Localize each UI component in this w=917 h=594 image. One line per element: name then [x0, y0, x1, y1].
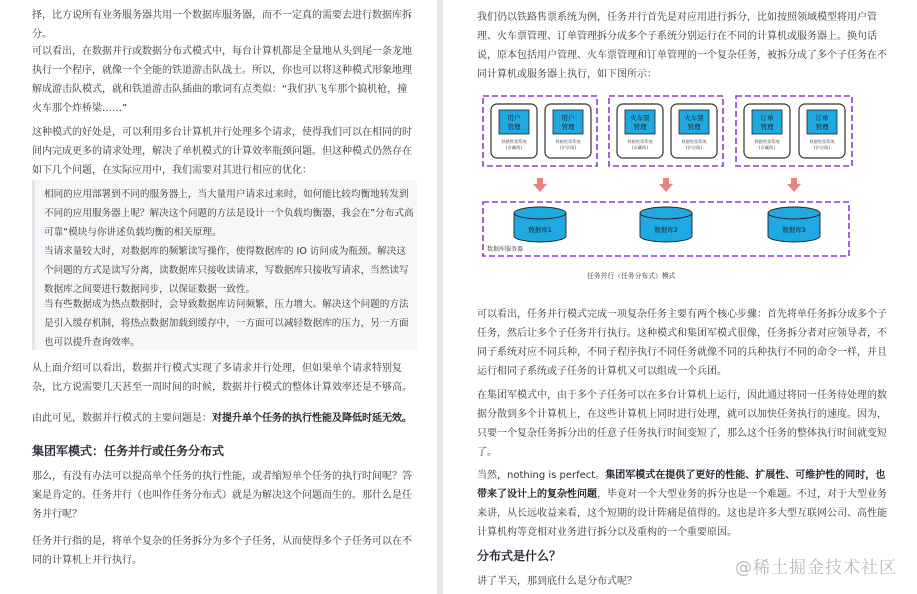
- database-cylinder: [640, 207, 692, 242]
- right-page: [443, 0, 917, 594]
- paragraph: 讲了半天，那到底什么是分布式呢？: [477, 576, 637, 587]
- service-label: 订单: [815, 114, 829, 122]
- quote-item: 当请求量较大时，对数据库的频繁读写操作，使得数据库的 IO 访问成为瓶颈。解决这个问题的方式是读写分离，读数据库只接收读请求，写数据库只接收写请求，当然读写数据库之间要进行数据同步，以保证数据一致性。: [44, 246, 409, 295]
- paragraph: [477, 466, 891, 542]
- system-label: (京藏线): [631, 145, 649, 150]
- section-heading: 集团军模式：任务并行或任务分布式: [32, 444, 225, 458]
- service-label: 管理: [687, 123, 701, 131]
- task-parallel-diagram: [477, 88, 863, 291]
- service-label: 火车票: [684, 114, 704, 122]
- bold-text: 对提升单个任务的执行性能及降低时延无效。: [212, 413, 412, 424]
- system-label: (京藏线): [505, 145, 523, 150]
- paragraph: 可以看出，在数据并行或数据分布式模式中，每台计算机都是全量地从头到尾一条龙地执行一个程序，就像一个全能的铁道游击队战士。所以，你也可以将这种模式形象地理解成游击队模式，就和铁道游击队插曲的歌词有点类似：“我们扒飞车那个搞机枪，撞火车那个炸桥梁……”: [32, 46, 412, 114]
- quote-item: 当有些数据成为热点数据时，会导致数据库访问频繁，压力增大。解决这个问题的方法是引入缓存机制，将热点数据加载到缓存中，一方面可以减轻数据库的压力，另一方面也可以提升查询效率。: [44, 299, 409, 348]
- service-label: 用户: [561, 114, 575, 122]
- text: 当然，nothing is perfect。: [477, 470, 606, 481]
- system-label: 铁路售票系统: [681, 139, 707, 144]
- database-cylinder: [514, 207, 566, 242]
- bold-text: 集团军模式在提供了更好的性能、扩展性、可维护性的同时，也带来了设计上的复杂性问题: [477, 470, 886, 500]
- service-label: 管理: [633, 123, 647, 131]
- subsystem-server: [799, 104, 845, 158]
- system-label: 铁路售票系统: [754, 139, 780, 144]
- diagram-caption: 任务并行（任务分布式）模式: [587, 272, 676, 280]
- quote-item: 相同的应用部署到不同的服务器上，当大量用户请求过来时，如何能比较均衡地转发到不同的应用服务器上呢？解决这个问题的方法是设计一个负载均衡器，我会在”分布式高可靠“模块与你讲述负载均衡的相关原理。: [44, 189, 414, 238]
- subsystem-server: [671, 104, 717, 158]
- database-cylinder: [768, 207, 820, 242]
- down-arrow: [533, 178, 547, 192]
- paragraph: 那么，有没有办法可以提高单个任务的执行性能，或者缩短单个任务的执行时间呢？答案是肯定的。任务并行（也叫作任务分布式）就是为解决这个问题而生的。那什么是任务并行呢？: [32, 471, 412, 520]
- service-label: 用户: [507, 114, 521, 122]
- paragraph: 可以看出，任务并行模式完成一项复杂任务主要有两个核心步骤：首先将单任务拆分成多个子任务，然后让多个子任务并行执行。这种模式和集团军模式很像，任务拆分者对应领导者，不同子系统对应不同兵种，不同子程序执行不同任务就像不同的兵种执行不同的命令一样，并且运行相同子系统或子任务的计算机又可以组成一个兵团。: [477, 309, 887, 377]
- service-label: 管理: [561, 123, 575, 131]
- service-label: 管理: [760, 123, 774, 131]
- service-label: 火车票: [630, 114, 650, 122]
- text: ，毕竟对一个大型业务的拆分也是一个难题。不过，对于大型业务来讲，从长远收益来看，这个短期的设计阵痛是值得的。这也是许多大型互联网公司、高性能计算机构等竞相对业务进行拆分以及重构的一个重要原因。: [477, 489, 887, 538]
- paragraph: 从上面介绍可以看出，数据并行模式实现了多请求并行处理，但如果单个请求特别复杂，比方说需要几天甚至一周时间的时候，数据并行模式的整体计算效率还是不够高。: [32, 363, 412, 393]
- watermark: @稀土掘金技术社区: [735, 558, 897, 578]
- system-label: 铁路售票系统: [627, 139, 653, 144]
- section-heading: 分布式是什么？: [477, 549, 562, 563]
- paragraph: [32, 409, 417, 428]
- service-label: 管理: [815, 123, 829, 131]
- system-label: (京藏线): [758, 145, 776, 150]
- subsystem-server: [744, 104, 790, 158]
- system-label: (沪京线): [685, 145, 703, 150]
- service-label: 管理: [507, 123, 521, 131]
- paragraph: 我们仍以铁路售票系统为例，任务并行首先是对应用进行拆分，比如按照领域模型将用户管理、火车票管理、订单管理拆分成多个子系统分别运行在不同的计算机或服务器上。换句话说，原本包括用户管理、火车票管理和订单管理的一个复杂任务，被拆分成了多个子任务在不同计算机或服务器上执行，如下图所示：: [477, 12, 887, 80]
- database-label: 数据库1: [528, 226, 552, 234]
- system-label: 铁路售票系统: [809, 139, 835, 144]
- system-label: (沪京线): [559, 145, 577, 150]
- down-arrow: [787, 178, 801, 192]
- left-page: [0, 0, 437, 594]
- system-label: 铁路售票系统: [555, 139, 581, 144]
- service-label: 订单: [760, 114, 774, 122]
- subsystem-server: [617, 104, 663, 158]
- system-label: (沪京线): [813, 145, 831, 150]
- paragraph: 这种模式的好处是，可以利用多台计算机并行处理多个请求，使得我们可以在相同的时间内完成更多的请求处理，解决了单机模式的计算效率瓶颈问题。但这种模式仍然存在如下几个问题，在实际应用中，我们需要对其进行相应的优化：: [32, 127, 412, 176]
- subsystem-server: [491, 104, 537, 158]
- blockquote: [32, 180, 417, 350]
- db-server-label: 数据库服务器: [487, 246, 524, 253]
- database-label: 数据库2: [654, 226, 678, 234]
- paragraph: 在集团军模式中，由于多个子任务可以在多台计算机上运行，因此通过将同一任务待处理的数据分散到多个计算机上，在这些计算机上同时进行处理，就可以加快任务执行的速度。因为，只要一个复杂任务拆分出的任意子任务执行时间变短了，那么这个任务的整体执行时间就变短了。: [477, 390, 887, 458]
- paragraph: 择，比方说所有业务服务器共用一个数据库服务器，而不一定真的需要去进行数据库拆分。: [32, 10, 412, 40]
- text: 由此可见，数据并行模式的主要问题是：: [32, 413, 212, 424]
- system-label: 铁路售票系统: [501, 139, 527, 144]
- subsystem-server: [545, 104, 591, 158]
- database-label: 数据库3: [782, 226, 806, 234]
- paragraph: 任务并行指的是，将单个复杂的任务拆分为多个子任务，从而使得多个子任务可以在不同的计算机上并行执行。: [32, 536, 412, 566]
- down-arrow: [659, 178, 673, 192]
